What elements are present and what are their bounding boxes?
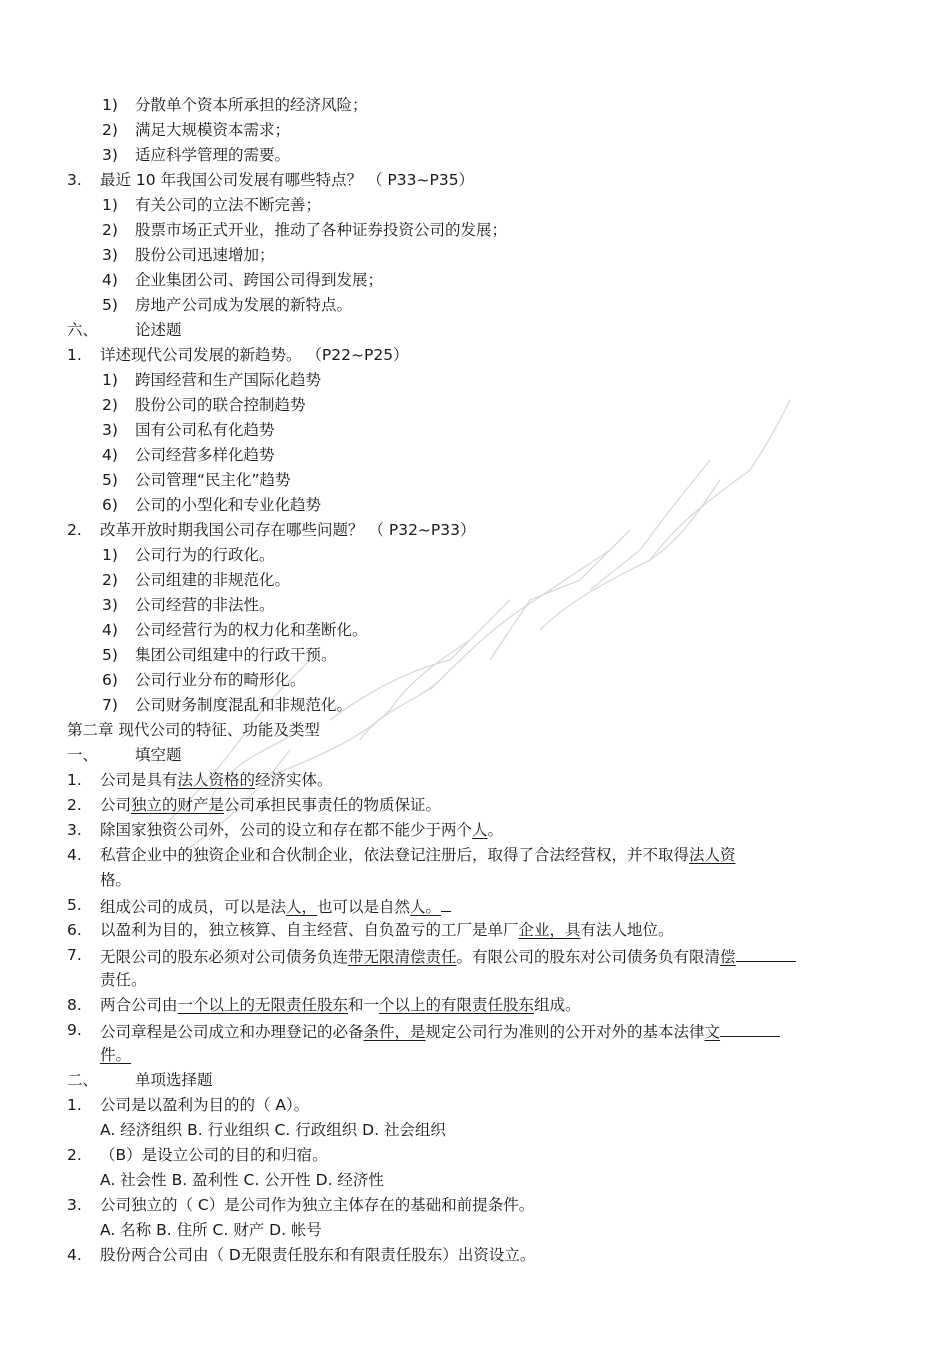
- fill-in-answer: 人: [472, 821, 488, 839]
- line-text: [100, 943, 796, 970]
- document-line: [0, 293, 950, 318]
- line-text: 单项选择题: [135, 1071, 213, 1089]
- text-fragment: 公司承担民事责任的物质保证。: [224, 796, 442, 814]
- line-text: 公司管理“民主化”趋势: [135, 471, 291, 489]
- text-fragment: 组成。: [534, 996, 581, 1014]
- line-text: 公司组建的非规范化。: [135, 571, 291, 589]
- line-text: 有关公司的立法不断完善；: [135, 196, 322, 214]
- item-number: 1.: [67, 771, 82, 789]
- document-line: [0, 393, 950, 418]
- line-text: 房地产公司成为发展的新特点。: [135, 296, 353, 314]
- item-number: 3.: [67, 1196, 82, 1214]
- document-line: [0, 843, 950, 868]
- fill-in-answer: 偿: [720, 948, 736, 966]
- line-text: A. 名称 B. 住所 C. 财产 D. 帐号: [100, 1221, 322, 1239]
- item-number: 2): [102, 121, 118, 139]
- document-line: [0, 1143, 950, 1168]
- line-text: 集团公司组建中的行政干预。: [135, 646, 337, 664]
- item-number: 4.: [67, 1246, 82, 1264]
- document-line: [0, 568, 950, 593]
- item-number: 9.: [67, 1021, 82, 1039]
- answer-blank: [441, 893, 451, 912]
- line-text: [100, 918, 674, 943]
- document-line: [0, 418, 950, 443]
- document-line: [0, 1018, 950, 1043]
- fill-in-answer: 人。: [410, 898, 442, 916]
- document-line: [0, 993, 950, 1018]
- document-line: [0, 768, 950, 793]
- text-fragment: 私营企业中的独资企业和合伙制企业，依法登记注册后，取得了合法经营权，并不取得: [100, 846, 690, 864]
- fill-in-answer: 企业，具: [518, 921, 581, 939]
- text-fragment: 。: [487, 821, 504, 839]
- answer-blank: [720, 1018, 780, 1037]
- document-line: [0, 668, 950, 693]
- item-number: 1): [102, 371, 118, 389]
- line-text: [100, 1043, 131, 1068]
- item-number: 3.: [67, 821, 82, 839]
- line-text: 格。: [100, 871, 132, 889]
- item-number: 3): [102, 246, 118, 264]
- item-number: 2): [102, 396, 118, 414]
- item-number: 5): [102, 471, 118, 489]
- line-text: [100, 768, 333, 793]
- item-number: 4.: [67, 846, 82, 864]
- line-text: 详述现代公司发展的新趋势。 （P22~P25）: [100, 346, 409, 364]
- item-number: 1.: [67, 346, 82, 364]
- text-fragment: 无限公司的股东必须对公司债务负连: [100, 948, 349, 966]
- document-line: [0, 1168, 950, 1193]
- line-text: [100, 1018, 780, 1045]
- fill-in-answer: 带无限清偿责任: [348, 948, 457, 966]
- chapter-heading: [0, 718, 950, 743]
- item-number: 2): [102, 571, 118, 589]
- line-text: 论述题: [135, 321, 182, 339]
- line-text: [100, 843, 736, 868]
- fill-in-answer: 文: [704, 1023, 721, 1041]
- item-number: 6): [102, 671, 118, 689]
- item-number: 1): [102, 546, 118, 564]
- item-number: 2): [102, 221, 118, 239]
- item-number: 3): [102, 421, 118, 439]
- line-text: 公司行为的行政化。: [135, 546, 275, 564]
- line-text: [100, 993, 581, 1018]
- document-line: [0, 818, 950, 843]
- item-number: 8.: [67, 996, 82, 1014]
- line-text: [100, 793, 441, 818]
- item-number: 5): [102, 646, 118, 664]
- fill-in-answer: 个以上的有限责任股东: [379, 996, 535, 1014]
- line-text: （B）是设立公司的目的和归宿。: [100, 1146, 328, 1164]
- text-fragment: 也可以是自然: [317, 898, 411, 916]
- line-text: 跨国经营和生产国际化趋势: [135, 371, 322, 389]
- item-number: 3): [102, 596, 118, 614]
- line-text: 股份两合公司由（ D无限责任股东和有限责任股东）出资设立。: [100, 1246, 536, 1264]
- fill-in-answer: 条件，是: [363, 1023, 426, 1041]
- line-text: 公司是以盈利为目的的（ A）。: [100, 1096, 310, 1114]
- document-line: [0, 643, 950, 668]
- document-line: [0, 343, 950, 368]
- line-text: [100, 818, 503, 843]
- fill-in-answer: 人，: [286, 898, 318, 916]
- line-text: 股份公司的联合控制趋势: [135, 396, 306, 414]
- line-text: 企业集团公司、跨国公司得到发展；: [135, 271, 384, 289]
- document-line: [0, 893, 950, 918]
- line-text: 适应科学管理的需要。: [135, 146, 291, 164]
- fill-in-answer: 一个以上的无限责任股东: [177, 996, 349, 1014]
- section-heading: [0, 1068, 950, 1093]
- line-text: 公司行业分布的畸形化。: [135, 671, 306, 689]
- document-line: [0, 243, 950, 268]
- document-line: [0, 1193, 950, 1218]
- item-number: 1.: [67, 1096, 82, 1114]
- text-fragment: 组成公司的成员，可以是法: [100, 898, 287, 916]
- document-line: [0, 918, 950, 943]
- item-number: 1): [102, 96, 118, 114]
- section-heading: [0, 318, 950, 343]
- document-line: [0, 543, 950, 568]
- item-number: 六、: [67, 321, 99, 339]
- item-number: 6.: [67, 921, 82, 939]
- document-line: [0, 943, 950, 968]
- line-text: 公司经营多样化趋势: [135, 446, 275, 464]
- text-fragment: 两合公司由: [100, 996, 178, 1014]
- line-text: 国有公司私有化趋势: [135, 421, 275, 439]
- fill-in-answer: 法人资格的: [177, 771, 256, 789]
- line-text: 责任。: [100, 971, 147, 989]
- document-line: [0, 468, 950, 493]
- item-number: 一、: [67, 746, 99, 764]
- section-heading: [0, 743, 950, 768]
- item-number: 7.: [67, 946, 82, 964]
- item-number: 1): [102, 196, 118, 214]
- line-text: 公司的小型化和专业化趋势: [135, 496, 322, 514]
- fill-in-answer: 独立的财产是: [131, 796, 225, 814]
- line-text: 公司财务制度混乱和非规范化。: [135, 696, 353, 714]
- item-number: 5.: [67, 896, 82, 914]
- item-number: 2.: [67, 1146, 82, 1164]
- line-text: 改革开放时期我国公司存在哪些问题？ （ P32~P33）: [100, 521, 476, 539]
- item-number: 3.: [67, 171, 82, 189]
- line-text: 第二章 现代公司的特征、功能及类型: [67, 721, 320, 739]
- document-line: [0, 218, 950, 243]
- document-line: [0, 618, 950, 643]
- document-line: [0, 143, 950, 168]
- document-line: [0, 693, 950, 718]
- text-fragment: 以盈利为目的，独立核算、自主经营、自负盈亏的工厂是单厂: [100, 921, 519, 939]
- item-number: 5): [102, 296, 118, 314]
- document-line: [0, 118, 950, 143]
- item-number: 4): [102, 271, 118, 289]
- text-fragment: 公司是具有: [100, 771, 178, 789]
- document-line: [0, 518, 950, 543]
- text-fragment: 公司: [100, 796, 132, 814]
- document-line: [0, 868, 950, 893]
- document-line: [0, 1218, 950, 1243]
- document-line: [0, 1043, 950, 1068]
- item-number: 二、: [67, 1071, 99, 1089]
- document-line: [0, 493, 950, 518]
- document-line: [0, 1118, 950, 1143]
- text-fragment: 规定公司行为准则的公开对外的基本法律: [425, 1023, 705, 1041]
- line-text: A. 社会性 B. 盈利性 C. 公开性 D. 经济性: [100, 1171, 384, 1189]
- text-fragment: 经济实体。: [255, 771, 333, 789]
- document-line: [0, 443, 950, 468]
- fill-in-answer: 件。: [100, 1046, 132, 1064]
- text-fragment: 有法人地位。: [580, 921, 674, 939]
- line-text: 填空题: [135, 746, 182, 764]
- item-number: 4): [102, 621, 118, 639]
- item-number: 7): [102, 696, 118, 714]
- text-fragment: 除国家独资公司外，公司的设立和存在都不能少于两个: [100, 821, 473, 839]
- line-text: 满足大规模资本需求；: [135, 121, 291, 139]
- document-line: [0, 368, 950, 393]
- document-line: [0, 968, 950, 993]
- document-line: [0, 168, 950, 193]
- line-text: A. 经济组织 B. 行业组织 C. 行政组织 D. 社会组织: [100, 1121, 446, 1139]
- item-number: 4): [102, 446, 118, 464]
- document-line: [0, 1093, 950, 1118]
- text-fragment: 和一: [348, 996, 380, 1014]
- document-line: [0, 193, 950, 218]
- line-text: 股票市场正式开业，推动了各种证券投资公司的发展；: [135, 221, 508, 239]
- document-line: [0, 93, 950, 118]
- document-line: [0, 1243, 950, 1268]
- line-text: 公司经营行为的权力化和垄断化。: [135, 621, 368, 639]
- line-text: 公司独立的（ C）是公司作为独立主体存在的基础和前提条件。: [100, 1196, 535, 1214]
- item-number: 3): [102, 146, 118, 164]
- line-text: [100, 893, 451, 920]
- item-number: 6): [102, 496, 118, 514]
- line-text: 股份公司迅速增加；: [135, 246, 275, 264]
- document-line: [0, 593, 950, 618]
- answer-blank: [736, 943, 796, 962]
- item-number: 2.: [67, 796, 82, 814]
- line-text: 公司经营的非法性。: [135, 596, 275, 614]
- text-fragment: 。有限公司的股东对公司债务负有限清: [456, 948, 721, 966]
- line-text: 分散单个资本所承担的经济风险；: [135, 96, 368, 114]
- fill-in-answer: 法人资: [689, 846, 736, 864]
- document-line: [0, 793, 950, 818]
- text-fragment: 公司章程是公司成立和办理登记的必备: [100, 1023, 364, 1041]
- document-line: [0, 268, 950, 293]
- line-text: 最近 10 年我国公司发展有哪些特点？ （ P33~P35）: [100, 171, 475, 189]
- item-number: 2.: [67, 521, 82, 539]
